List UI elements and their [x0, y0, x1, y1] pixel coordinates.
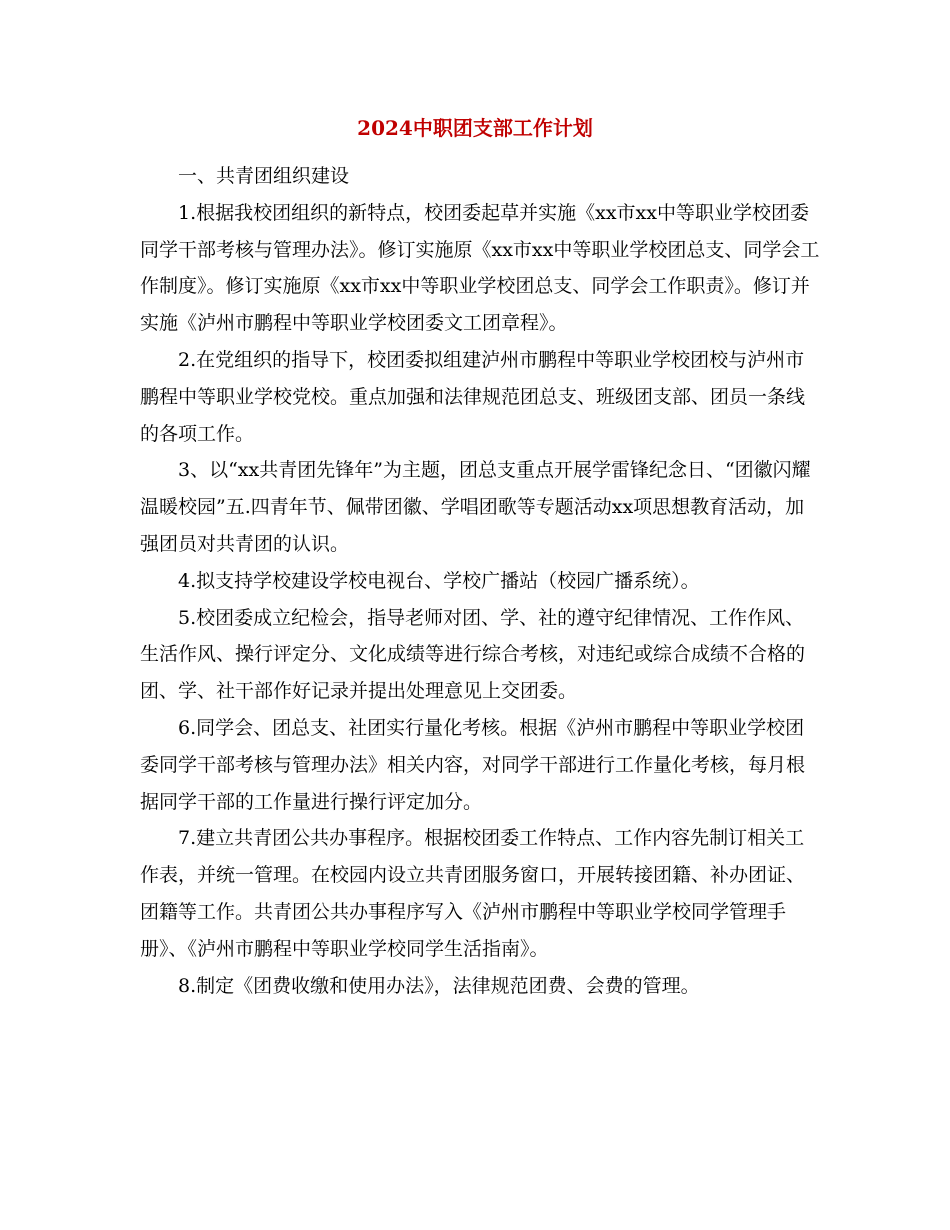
document-title: 2024中职团支部工作计划 — [357, 116, 593, 140]
paragraph-3: 3、以“xx共青团先锋年”为主题，团总支重点开展学雷锋纪念日、“团徽闪耀温暖校园”五.四青年节、佩带团徽、学唱团歌等专题活动xx项思想教育活动，加强团员对共青团的认识。 — [140, 459, 811, 555]
paragraph-8: 8.制定《团费收缴和使用办法》，法律规范团费、会费的管理。 — [178, 974, 700, 997]
paragraph-6: 6.同学会、团总支、社团实行量化考核。根据《泸州市鹏程中等职业学校团委同学干部考核与管理办法》相关内容，对同学干部进行工作量化考核，每月根据同学干部的工作量进行操行评定加分。 — [140, 716, 806, 813]
paragraph-7: 7.建立共青团公共办事程序。根据校团委工作特点、工作内容先制订相关工作表，并统一管理。在校园内设立共青团服务窗口，开展转接团籍、补办团证、团籍等工作。共青团公共办事程序写入《泸州市鹏程中等职业学校同学管理手册》、《泸州市鹏程中等职业学校同学生活指南》。 — [140, 827, 806, 960]
paragraph-5: 5.校团委成立纪检会，指导老师对团、学、社的遵守纪律情况、工作作风、生活作风、操行评定分、文化成绩等进行综合考核，对违纪或综合成绩不合格的团、学、社干部作好记录并提出处理意见上交团委。 — [140, 606, 806, 703]
document-body — [140, 158, 820, 1004]
section-heading: 一、共青团组织建设 — [178, 165, 350, 187]
paragraph-4: 4.拟支持学校建设学校电视台、学校广播站（校园广播系统）。 — [178, 569, 700, 592]
paragraph-2: 2.在党组织的指导下，校团委拟组建泸州市鹏程中等职业学校团校与泸州市鹏程中等职业学校党校。重点加强和法律规范团总支、班级团支部、团员一条线的各项工作。 — [140, 348, 806, 445]
paragraph-1: 1.根据我校团组织的新特点，校团委起草并实施《xx市xx中等职业学校团委同学干部考核与管理办法》。修订实施原《xx市xx中等职业学校团总支、同学会工作制度》。修订实施原《xx市xx中等职业学校团总支、同学会工作职责》。修订并实施《泸州市鹏程中等职业学校团委文工团章程》。 — [140, 201, 820, 335]
